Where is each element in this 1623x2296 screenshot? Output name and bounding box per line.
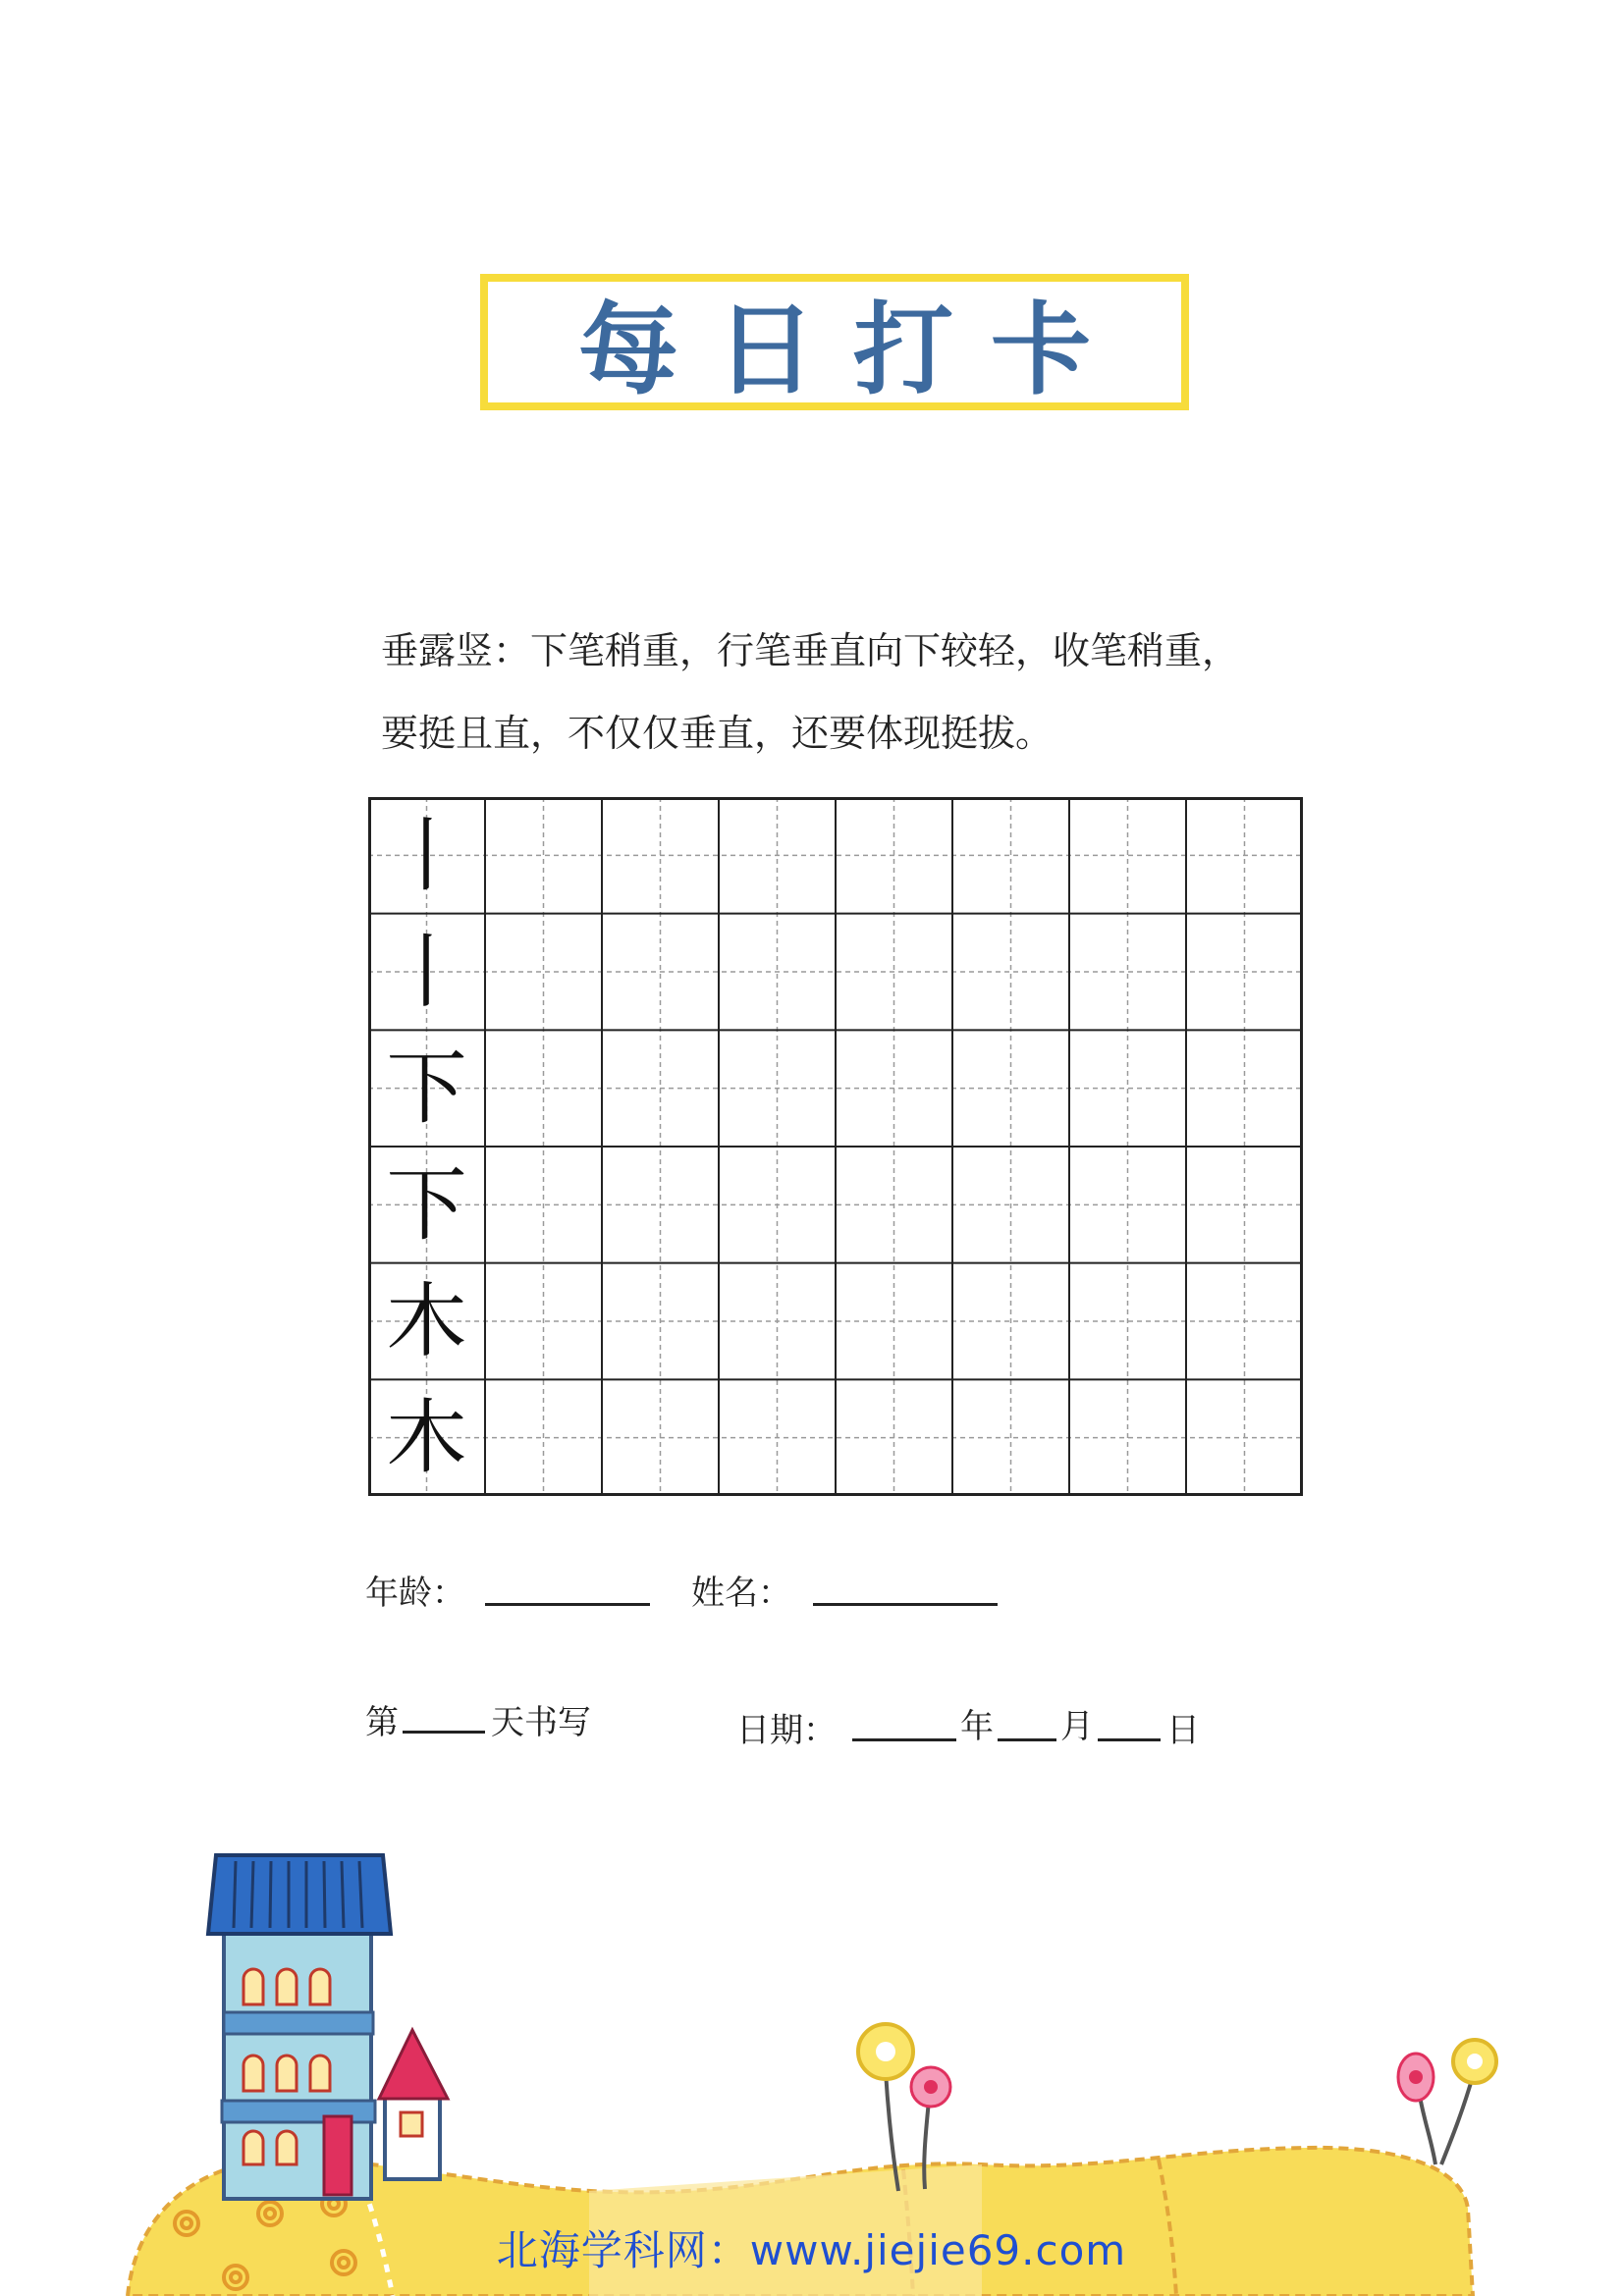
day-suffix-label: 天书写	[491, 1703, 591, 1742]
date-month-label: 月	[1060, 1707, 1094, 1746]
description-line-1: 垂露竖：下笔稍重，行笔垂直向下较轻，收笔稍重，	[381, 629, 1240, 672]
date-day-label: 日	[1166, 1711, 1200, 1750]
date-month-field[interactable]	[998, 1738, 1056, 1741]
practice-grid-svg	[368, 797, 1303, 1496]
day-prefix-label: 第	[365, 1703, 399, 1742]
model-character: 木	[386, 1275, 467, 1368]
date-day-field[interactable]	[1098, 1738, 1161, 1741]
page-title: 每日打卡	[578, 292, 1128, 409]
age-label: 年龄：	[365, 1574, 465, 1613]
date-year-field[interactable]	[852, 1738, 956, 1741]
model-character: 下	[386, 1158, 467, 1253]
age-field[interactable]	[485, 1603, 650, 1606]
model-character: 丨	[386, 926, 467, 1019]
house-illustration	[208, 1855, 448, 2199]
model-character: 下	[386, 1041, 467, 1136]
description-line-2: 要挺且直，不仅仅垂直，还要体现挺拔。	[381, 712, 1054, 755]
model-character: 丨	[386, 809, 467, 903]
name-label: 姓名：	[691, 1574, 791, 1613]
practice-grid	[368, 797, 1303, 1500]
footer-watermark: 北海学科网：www.jiejie69.com	[496, 2226, 1127, 2274]
title-box	[480, 274, 1189, 410]
model-character: 木	[386, 1391, 467, 1485]
date-label: 日期：	[736, 1711, 837, 1750]
date-year-label: 年	[960, 1707, 994, 1746]
day-number-field[interactable]	[403, 1731, 485, 1734]
name-field[interactable]	[813, 1603, 998, 1606]
